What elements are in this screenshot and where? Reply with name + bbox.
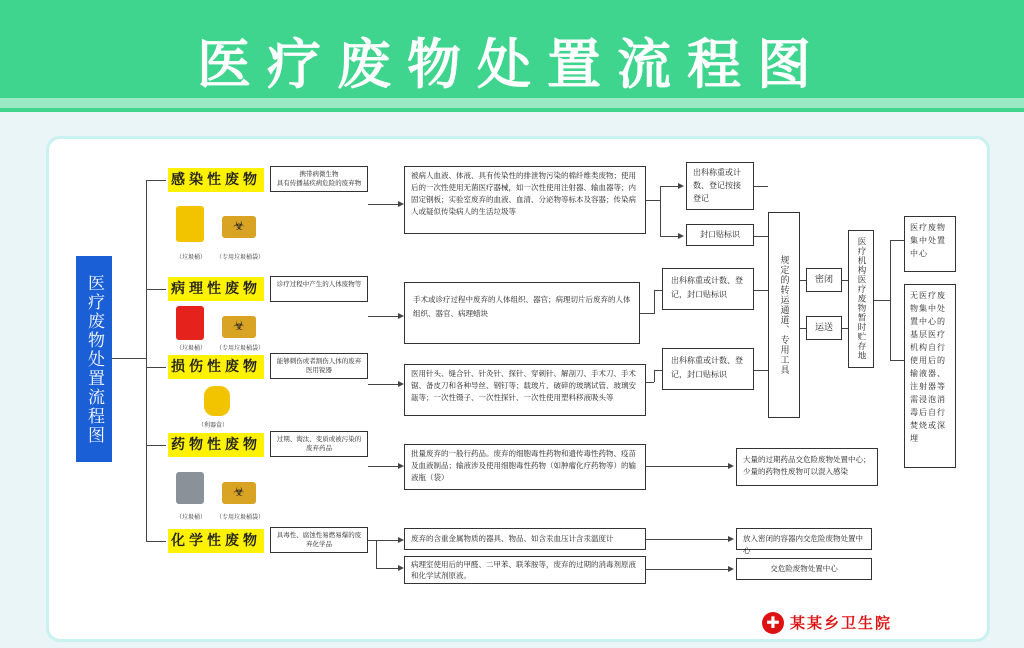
main-label: 医疗废物处置流程图 (76, 256, 112, 462)
arrow-line (646, 382, 654, 383)
note-infectious: 携带病微生物 具有传播基疾病危险的废弃物 (270, 166, 368, 192)
arrow-line (368, 384, 398, 385)
note-pathological: 诊疗过程中产生的人体废物等 (270, 276, 368, 302)
arrow-line (890, 240, 904, 241)
arrow-line (660, 236, 678, 237)
detail-injury: 医用针头、缝合针、针灸针、探针、穿刺针、解剖刀、手术刀、手术锯、备皮刀和各种导丝、钢钉等；载玻片、破碎的玻璃试管、玻璃安瓿等；一次性镊子、一次性探针、一次性使用塑料移液吸头等 (404, 364, 646, 416)
arrow-line (660, 186, 678, 187)
trunk-connector (112, 358, 146, 359)
bag-caption: （专用垃圾桶袋） (216, 345, 265, 352)
arrow-head-icon (728, 463, 734, 469)
arrow-line (376, 568, 398, 569)
sharps-caption: （利器盒） (198, 422, 229, 429)
bin-caption: （垃圾桶） (176, 514, 207, 521)
category-chemical: 化学性废物 (168, 529, 264, 553)
arrow-line (890, 240, 891, 360)
header-line (0, 108, 1024, 112)
drug-handover-box: 大量的过期药品交危险废物处置中心；少量的药物性废物可以混入感染 (736, 448, 878, 486)
category-drug: 药物性废物 (168, 433, 264, 457)
biohazard-bag-icon: ☣ (222, 316, 256, 338)
arrow-line (646, 569, 728, 570)
arrow-head-icon (678, 233, 684, 239)
transport-channel-box: 规定的转运通道、专用工具 (768, 212, 800, 418)
arrow-line (646, 200, 660, 201)
category-infectious: 感染性废物 (168, 168, 264, 192)
chem-handover-a: 放入密闭的容器内交危险废物处置中心 (736, 528, 872, 550)
detail-infectious: 被病人血液、体液、具有传染性的排泄物污染的棉纤维类废物；使用后的一次性使用无菌医疗器械，如一次性使用注射器、输血器等；内固定钢板；实验室废弃的血液、血清、分泌物等标本及容器；传染病人或疑似传染病人的生活垃圾等 (404, 166, 646, 234)
arrow-line (754, 290, 768, 291)
arrow-line (376, 540, 398, 541)
bin-caption: （垃圾桶） (176, 254, 207, 261)
red-bin-icon (176, 306, 204, 340)
arrow-line (368, 466, 398, 467)
bag-caption: （专用垃圾桶袋） (216, 254, 265, 261)
arrow-line (654, 370, 662, 371)
arrow-head-icon (728, 566, 734, 572)
header-stripe (0, 98, 1024, 108)
arrow-line (654, 290, 662, 291)
step-sealed: 密闭 (806, 268, 842, 292)
arrow-line (368, 204, 398, 205)
biohazard-bag-icon: ☣ (222, 482, 256, 504)
arrow-line (368, 316, 398, 317)
branch-1 (146, 180, 166, 181)
note-drug: 过期、淘汰、变质或被污染的废弃药品 (270, 431, 368, 457)
note-injury: 能够刺伤或者割伤人体的废弃医用锐器 (270, 353, 368, 379)
branch-3 (146, 367, 166, 368)
grey-bin-icon (176, 472, 204, 504)
arrow-line (654, 290, 655, 314)
branch-5 (146, 541, 166, 542)
yellow-bin-icon (176, 206, 204, 242)
step-weigh-seal-3: 出科称重或计数、登记，封口贴标识 (662, 348, 754, 390)
branch-4 (146, 445, 166, 446)
arrow-line (376, 540, 377, 568)
temp-storage-box: 医疗机构医疗废物暂时贮存地 (848, 230, 874, 368)
category-injury: 损伤性废物 (168, 355, 264, 379)
arrow-line (640, 313, 654, 314)
arrow-line (754, 236, 768, 237)
sharps-box-icon (204, 386, 230, 416)
arrow-line (890, 360, 904, 361)
arrow-line (654, 370, 655, 382)
bin-caption: （垃圾桶） (176, 345, 207, 352)
detail-chemical-b: 病理室使用后的甲醛、二甲苯、联苯胺等，废弃的过期的消毒剂原液和化学试剂原液。 (404, 556, 646, 584)
arrow-line (646, 466, 728, 467)
step-weigh-seal-2: 出科称重或计数、登记，封口贴标识 (662, 268, 754, 310)
page-title: 医疗废物处置流程图 (197, 33, 827, 96)
center-disposal-box: 医疗废物集中处置中心 (904, 216, 956, 272)
arrow-line (646, 539, 728, 540)
no-center-box: 无医疗废物集中处置中心的基层医疗机构自行使用后的输液器、注射器等需浸泡消毒后自行焚烧或深埋 (904, 284, 956, 468)
detail-pathological: 手术或诊疗过程中废弃的人体组织、器官；病理切片后废弃的人体组织、器官、病理蜡块 (404, 282, 640, 344)
trunk-line (146, 180, 147, 542)
arrow-line (874, 300, 890, 301)
branch-2 (146, 289, 166, 290)
detail-chemical-a: 废弃的含重金属物质的器具、物品、如含汞血压计含汞温度计 (404, 528, 646, 550)
step-weigh-register: 出科称重或计数、登记按接登记 (686, 162, 754, 210)
arrow-head-icon (678, 183, 684, 189)
org-name: 某某乡卫生院 (790, 614, 893, 632)
category-pathological: 病理性废物 (168, 277, 264, 301)
arrow-line (660, 186, 661, 236)
bag-caption: （专用垃圾桶袋） (216, 514, 265, 521)
note-chemical: 具毒性、腐蚀性易燃易爆的废弃化学品 (270, 527, 368, 553)
arrow-line (754, 370, 768, 371)
step-transport: 运送 (806, 316, 842, 340)
step-seal-label: 封口贴标识 (686, 224, 754, 246)
arrow-line (368, 540, 376, 541)
biohazard-bag-icon: ☣ (222, 216, 256, 238)
chem-handover-b: 交危险废物处置中心 (736, 558, 872, 580)
arrow-line (754, 186, 768, 187)
detail-drug: 批量废弃的一般行药品。废弃的细胞毒性药物和遗传毒性药物、疫苗及血液制品；输液涉及使用细胞毒性药物（如肿瘤化疗药物等）的输液瓶（袋） (404, 444, 646, 490)
arrow-head-icon (728, 536, 734, 542)
red-cross-icon: ✚ (762, 612, 784, 634)
